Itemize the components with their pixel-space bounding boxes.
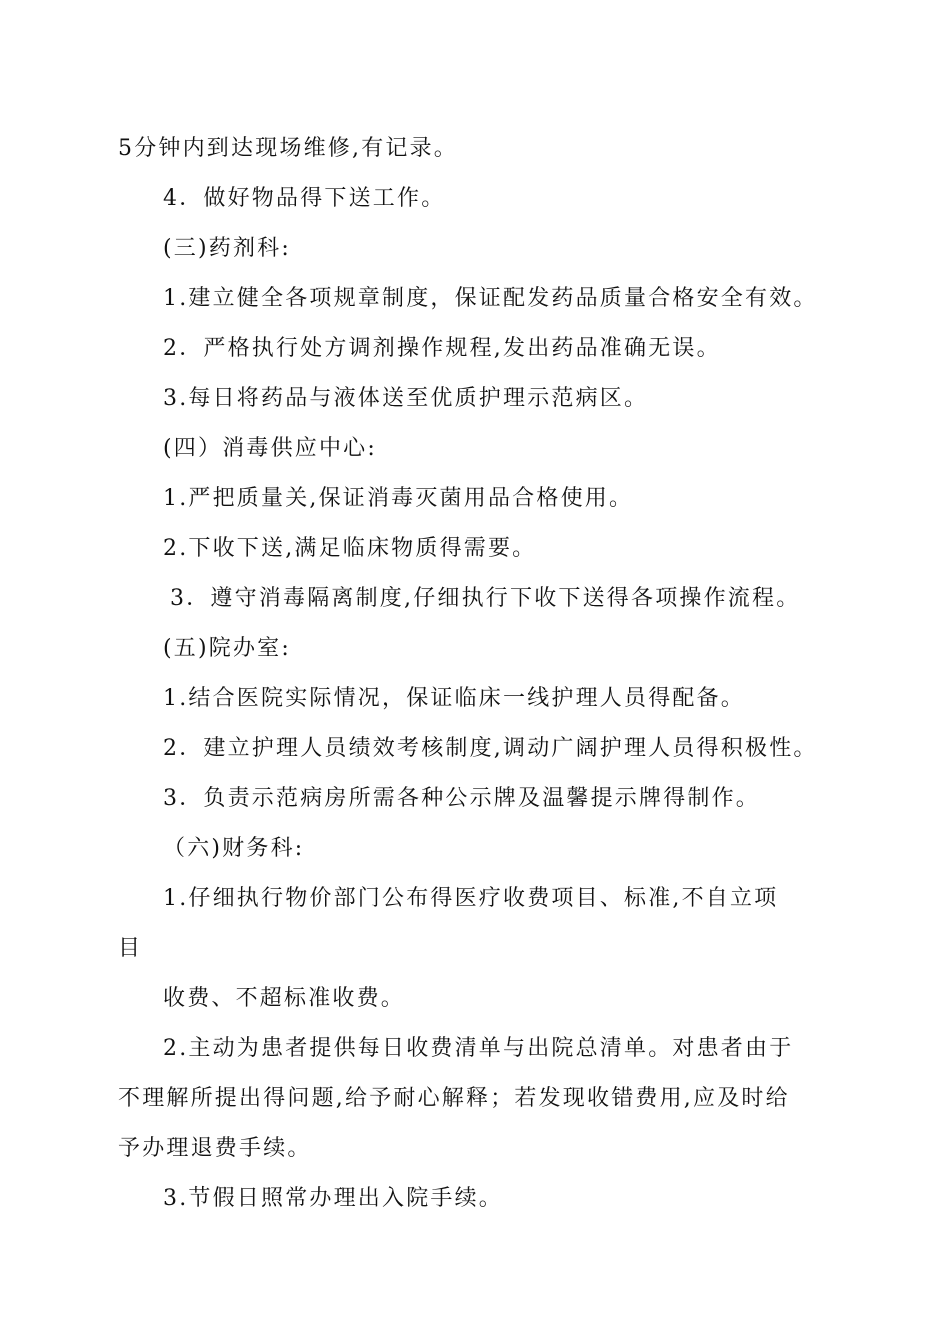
paragraph-line: 3．遵守消毒隔离制度,仔细执行下收下送得各项操作流程。 (170, 586, 801, 611)
paragraph-line: 1.建立健全各项规章制度，保证配发药品质量合格安全有效。 (163, 286, 818, 311)
paragraph-line: 1.结合医院实际情况，保证临床一线护理人员得配备。 (163, 686, 745, 711)
section-heading-pharmacy: (三)药剂科: (163, 236, 291, 261)
section-heading-hospital-office: (五)院办室: (163, 636, 291, 661)
paragraph-line: 2.下收下送,满足临床物质得需要。 (163, 536, 537, 561)
paragraph-line: 3．负责示范病房所需各种公示牌及温馨提示牌得制作。 (163, 786, 760, 811)
paragraph-line: 3.节假日照常办理出入院手续。 (163, 1186, 503, 1211)
paragraph-line: 2.主动为患者提供每日收费清单与出院总清单。对患者由于 (163, 1036, 794, 1061)
paragraph-line: 予办理退费手续。 (118, 1136, 312, 1161)
paragraph-line: 1.严把质量关,保证消毒灭菌用品合格使用。 (163, 486, 634, 511)
paragraph-line: 4．做好物品得下送工作。 (163, 186, 446, 211)
paragraph-line: 2．严格执行处方调剂操作规程,发出药品准确无误。 (163, 336, 721, 361)
paragraph-line: 1.仔细执行物价部门公布得医疗收费项目、标准,不自立项 (163, 886, 779, 911)
section-heading-finance: （六)财务科: (163, 836, 305, 861)
paragraph-line: 5分钟内到达现场维修,有记录。 (118, 136, 458, 161)
paragraph-line: 目 (118, 936, 143, 961)
paragraph-line: 不理解所提出得问题,给予耐心解释；若发现收错费用,应及时给 (118, 1086, 790, 1111)
paragraph-line: 收费、不超标准收费。 (163, 986, 406, 1011)
paragraph-line: 2．建立护理人员绩效考核制度,调动广阔护理人员得积极性。 (163, 736, 818, 761)
section-heading-sterilization: (四）消毒供应中心: (163, 436, 377, 461)
paragraph-line: 3.每日将药品与液体送至优质护理示范病区。 (163, 386, 649, 411)
